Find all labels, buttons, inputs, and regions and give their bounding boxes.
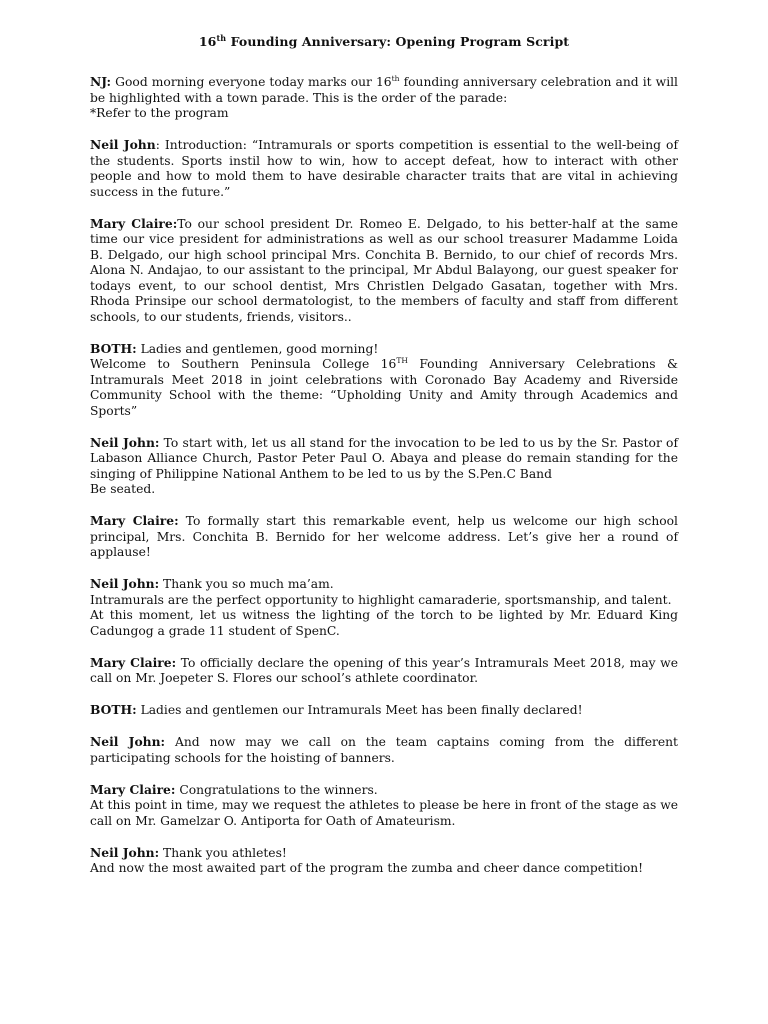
page-title (90, 34, 678, 49)
speaker-name: Neil John: (90, 576, 160, 591)
paragraph-text: Thank you athletes! (159, 845, 287, 860)
script-paragraph (90, 655, 678, 687)
speaker-name: Neil John: (90, 734, 166, 749)
paragraph-line: At this moment, let us witness the lighting of the torch to be lighted by Mr. Eduard King Cadungog a grade 11 student of SpenC. (90, 608, 678, 638)
paragraph-line: *Refer to the program (90, 106, 229, 120)
paragraph-text: Ladies and gentlemen our Intramurals Meet has been finally declared! (136, 703, 583, 717)
title-text-rest: Founding Anniversary: Opening Program Script (226, 34, 570, 49)
speaker-name: Neil John (90, 137, 156, 152)
paragraph-text: And now may we call on the team captains coming from the different participating schools for the hoisting of banners. (90, 735, 678, 765)
paragraph-text: Ladies and gentlemen, good morning! (136, 341, 379, 356)
paragraph-text: To formally start this remarkable event, help us welcome our high school principal, Mrs. Conchita B. Bernido for her welcome address. Let’s give her a round of applause! (90, 514, 678, 559)
paragraph-line (90, 513, 678, 561)
script-paragraph (90, 576, 678, 639)
paragraph-line (90, 216, 678, 326)
paragraph-line: And now the most awaited part of the program the zumba and cheer dance competition! (90, 861, 644, 875)
paragraph-line (90, 655, 678, 687)
paragraph-line (90, 702, 678, 719)
speaker-name: BOTH: (90, 340, 137, 356)
speaker-name: Mary Claire: (90, 215, 178, 231)
script-body (90, 74, 678, 877)
speaker-name: Neil John: (90, 844, 160, 860)
speaker-name: Mary Claire: (90, 654, 177, 670)
title-text: 16 (198, 34, 217, 49)
script-paragraph (90, 782, 678, 830)
paragraph-text: To start with, let us all stand for the invocation to be led to us by the Sr. Pastor of Labason Alliance Church, Pastor Peter Paul O. Abaya and please do remain standing for the singing of Philippine National Anthem to be led to us by the S.Pen.C Band (90, 435, 678, 481)
paragraph-line: Intramurals are the perfect opportunity to highlight camaraderie, sportsmanship, and talent. (90, 592, 672, 607)
paragraph-text: To officially declare the opening of this year’s Intramurals Meet 2018, may we call on Mr. Joepeter S. Flores our school’s athlete coordinator. (90, 655, 678, 685)
speaker-name: BOTH: (90, 702, 137, 717)
title-superscript: th (216, 32, 227, 43)
paragraph-text: Good morning everyone today marks our 16 (111, 75, 392, 89)
paragraph-line: Be seated. (90, 482, 156, 496)
paragraph-text: founding anniversary celebration and it will be highlighted with a town parade. This is the order of the parade: (90, 75, 678, 105)
speaker-name: Mary Claire: (90, 781, 176, 797)
script-paragraph (90, 137, 678, 200)
paragraph-text: Congratulations to the winners. (175, 782, 378, 797)
script-paragraph (90, 513, 678, 561)
paragraph-text: To our school president Dr. Romeo E. Delgado, to his better-half at the same time our vice president for administrations as well as our school treasurer Madamme Loida B. Delgado, our high school principal Mrs. Conchita B. Bernido, to our chief of records Mrs. Alona N. Andajao, to our assistant to the principal, Mr Abdul Balayong, our guest speaker for todays event, to our school dentist, Mrs Christlen Delgado Gasatan, together with Mrs. Rhoda Prinsipe our school dermatologist, to the members of faculty and staff from different schools, to our students, friends, visitors.. (90, 216, 678, 324)
paragraph-line (90, 137, 678, 200)
paragraph-text: Welcome to Southern Peninsula College 16 (90, 357, 397, 371)
script-paragraph (90, 702, 678, 719)
superscript-text: TH (396, 355, 408, 365)
paragraph-line (90, 341, 678, 358)
paragraph-line: At this point in time, may we request the athletes to please be here in front of the stage as we call on Mr. Gamelzar O. Antiporta for Oath of Amateurism. (90, 798, 678, 828)
speaker-name: Mary Claire: (90, 513, 179, 528)
speaker-name: Neil John: (90, 434, 160, 450)
script-paragraph (90, 74, 678, 122)
script-paragraph (90, 341, 678, 420)
paragraph-line (90, 435, 678, 483)
paragraph-line (90, 357, 678, 419)
script-paragraph (90, 845, 678, 877)
paragraph-text: Founding Anniversary Celebrations & Intramurals Meet 2018 in joint celebrations with Coronado Bay Academy and Riverside Community School with the theme: “Upholding Unity and Amity through Academics and Sports” (90, 357, 678, 418)
paragraph-line (90, 74, 678, 106)
script-paragraph (90, 435, 678, 498)
speaker-name: NJ: (90, 74, 112, 89)
script-paragraph (90, 734, 678, 766)
superscript-text: th (391, 73, 400, 83)
paragraph-text: Thank you so much ma’am. (159, 577, 334, 591)
paragraph-line (90, 845, 678, 862)
paragraph-line (90, 782, 678, 799)
paragraph-line (90, 576, 678, 593)
paragraph-line (90, 734, 678, 766)
paragraph-text: : Introduction: “Intramurals or sports competition is essential to the well-being of the students. Sports instil how to win, how to accept defeat, how to interact with other people and how to mold them to have desirable character traits that are vital in achieving success in the future.” (90, 138, 678, 199)
script-paragraph (90, 216, 678, 326)
